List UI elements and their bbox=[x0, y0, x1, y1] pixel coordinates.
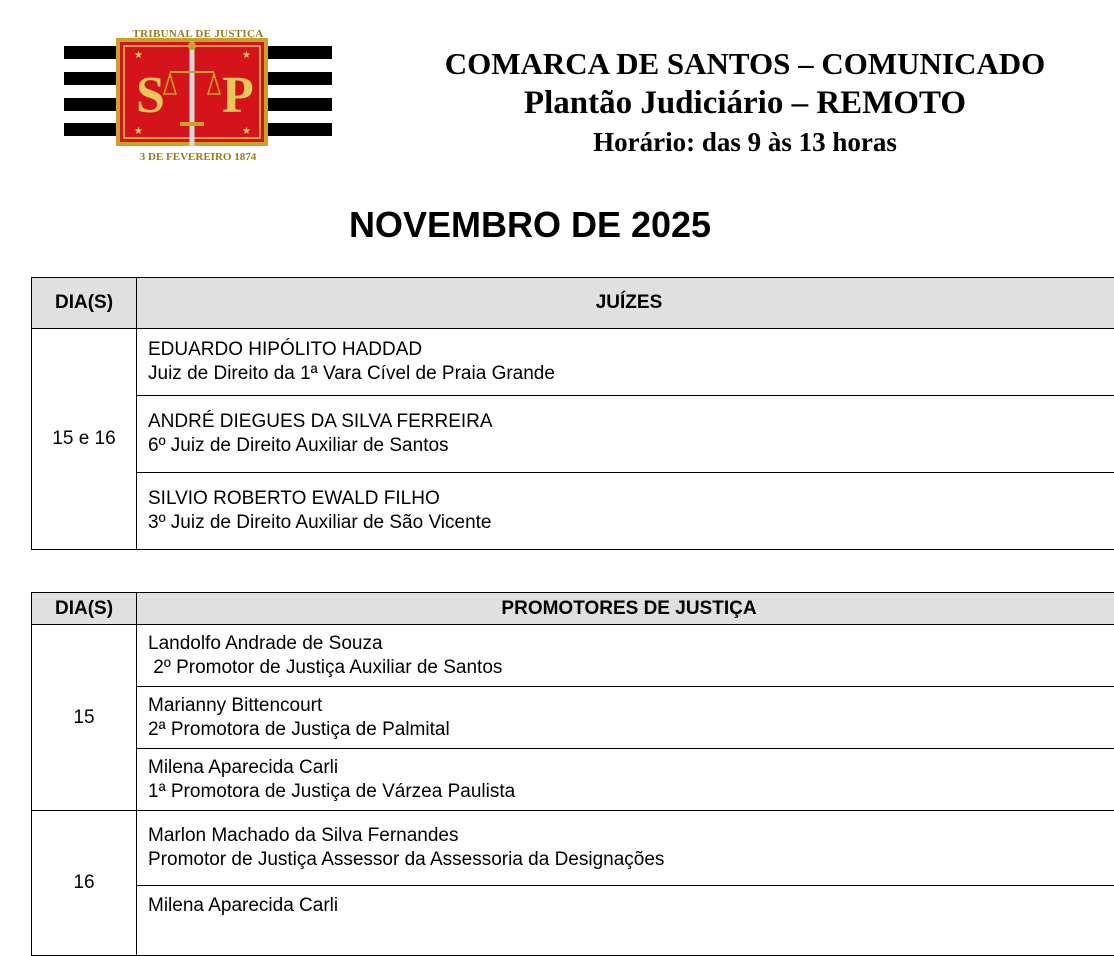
svg-text:★: ★ bbox=[242, 50, 251, 61]
header-line-1: COMARCA DE SANTOS – COMUNICADO bbox=[400, 44, 1090, 84]
header-line-3: Horário: das 9 às 13 horas bbox=[400, 122, 1090, 162]
judge-name: SILVIO ROBERTO EWALD FILHO bbox=[148, 487, 1114, 511]
prosecutor-entry bbox=[137, 886, 1114, 956]
judge-role: 3º Juiz de Direito Auxiliar de São Vicente bbox=[148, 511, 1114, 535]
prosecutor-entry bbox=[137, 811, 1114, 886]
judge-role: 6º Juiz de Direito Auxiliar de Santos bbox=[148, 434, 1114, 458]
prosecutors-table bbox=[31, 592, 1114, 956]
day-cell: 15 bbox=[32, 625, 137, 811]
day-cell: 16 bbox=[32, 811, 137, 956]
judge-role: Juiz de Direito da 1ª Vara Cível de Praia Grande bbox=[148, 362, 1114, 386]
prosecutor-role: 1ª Promotora de Justiça de Várzea Paulista bbox=[148, 780, 1114, 804]
court-logo bbox=[64, 24, 332, 166]
logo-top-text: TRIBUNAL DE JUSTIÇA bbox=[64, 28, 332, 40]
table-row bbox=[32, 329, 1114, 396]
prosecutor-name: Marlon Machado da Silva Fernandes bbox=[148, 824, 1114, 848]
prosecutor-name: Marianny Bittencourt bbox=[148, 694, 1114, 718]
judge-entry bbox=[137, 473, 1114, 550]
table-header-row bbox=[32, 278, 1114, 329]
logo-letter-p: P bbox=[222, 66, 254, 125]
prosecutor-entry bbox=[137, 625, 1114, 687]
judge-name: EDUARDO HIPÓLITO HADDAD bbox=[148, 338, 1114, 362]
svg-text:★: ★ bbox=[134, 50, 143, 61]
judge-entry bbox=[137, 329, 1114, 396]
day-cell: 15 e 16 bbox=[32, 329, 137, 550]
column-header-days: DIA(S) bbox=[32, 593, 137, 625]
logo-letter-s: S bbox=[136, 66, 165, 125]
judges-table bbox=[31, 277, 1114, 550]
table-row bbox=[32, 886, 1114, 956]
table-header-row bbox=[32, 593, 1114, 625]
table-row bbox=[32, 811, 1114, 886]
prosecutor-name: Milena Aparecida Carli bbox=[148, 756, 1114, 780]
prosecutor-entry bbox=[137, 749, 1114, 811]
logo-bottom-text: 3 DE FEVEREIRO 1874 bbox=[64, 151, 332, 163]
svg-text:★: ★ bbox=[134, 126, 143, 137]
prosecutor-role: Promotor de Justiça Assessor da Assessoria da Designações bbox=[148, 848, 1114, 872]
header-line-2: Plantão Judiciário – REMOTO bbox=[400, 84, 1090, 122]
column-header-judges: JUÍZES bbox=[137, 278, 1114, 329]
prosecutor-name: Landolfo Andrade de Souza bbox=[148, 632, 1114, 656]
court-seal-icon bbox=[64, 24, 332, 166]
judge-entry bbox=[137, 396, 1114, 473]
document-header bbox=[400, 44, 1090, 162]
table-row bbox=[32, 687, 1114, 749]
column-header-days: DIA(S) bbox=[32, 278, 137, 329]
month-title: NOVEMBRO DE 2025 bbox=[0, 204, 1060, 246]
prosecutor-role: 2ª Promotora de Justiça de Palmital bbox=[148, 718, 1114, 742]
judge-name: ANDRÉ DIEGUES DA SILVA FERREIRA bbox=[148, 410, 1114, 434]
prosecutor-name: Milena Aparecida Carli bbox=[148, 894, 1114, 918]
prosecutor-entry bbox=[137, 687, 1114, 749]
table-row bbox=[32, 749, 1114, 811]
table-row bbox=[32, 625, 1114, 687]
prosecutor-role: 2º Promotor de Justiça Auxiliar de Santos bbox=[148, 656, 1114, 680]
table-row bbox=[32, 473, 1114, 550]
column-header-prosecutors: PROMOTORES DE JUSTIÇA bbox=[137, 593, 1114, 625]
table-row bbox=[32, 396, 1114, 473]
svg-text:★: ★ bbox=[242, 126, 251, 137]
